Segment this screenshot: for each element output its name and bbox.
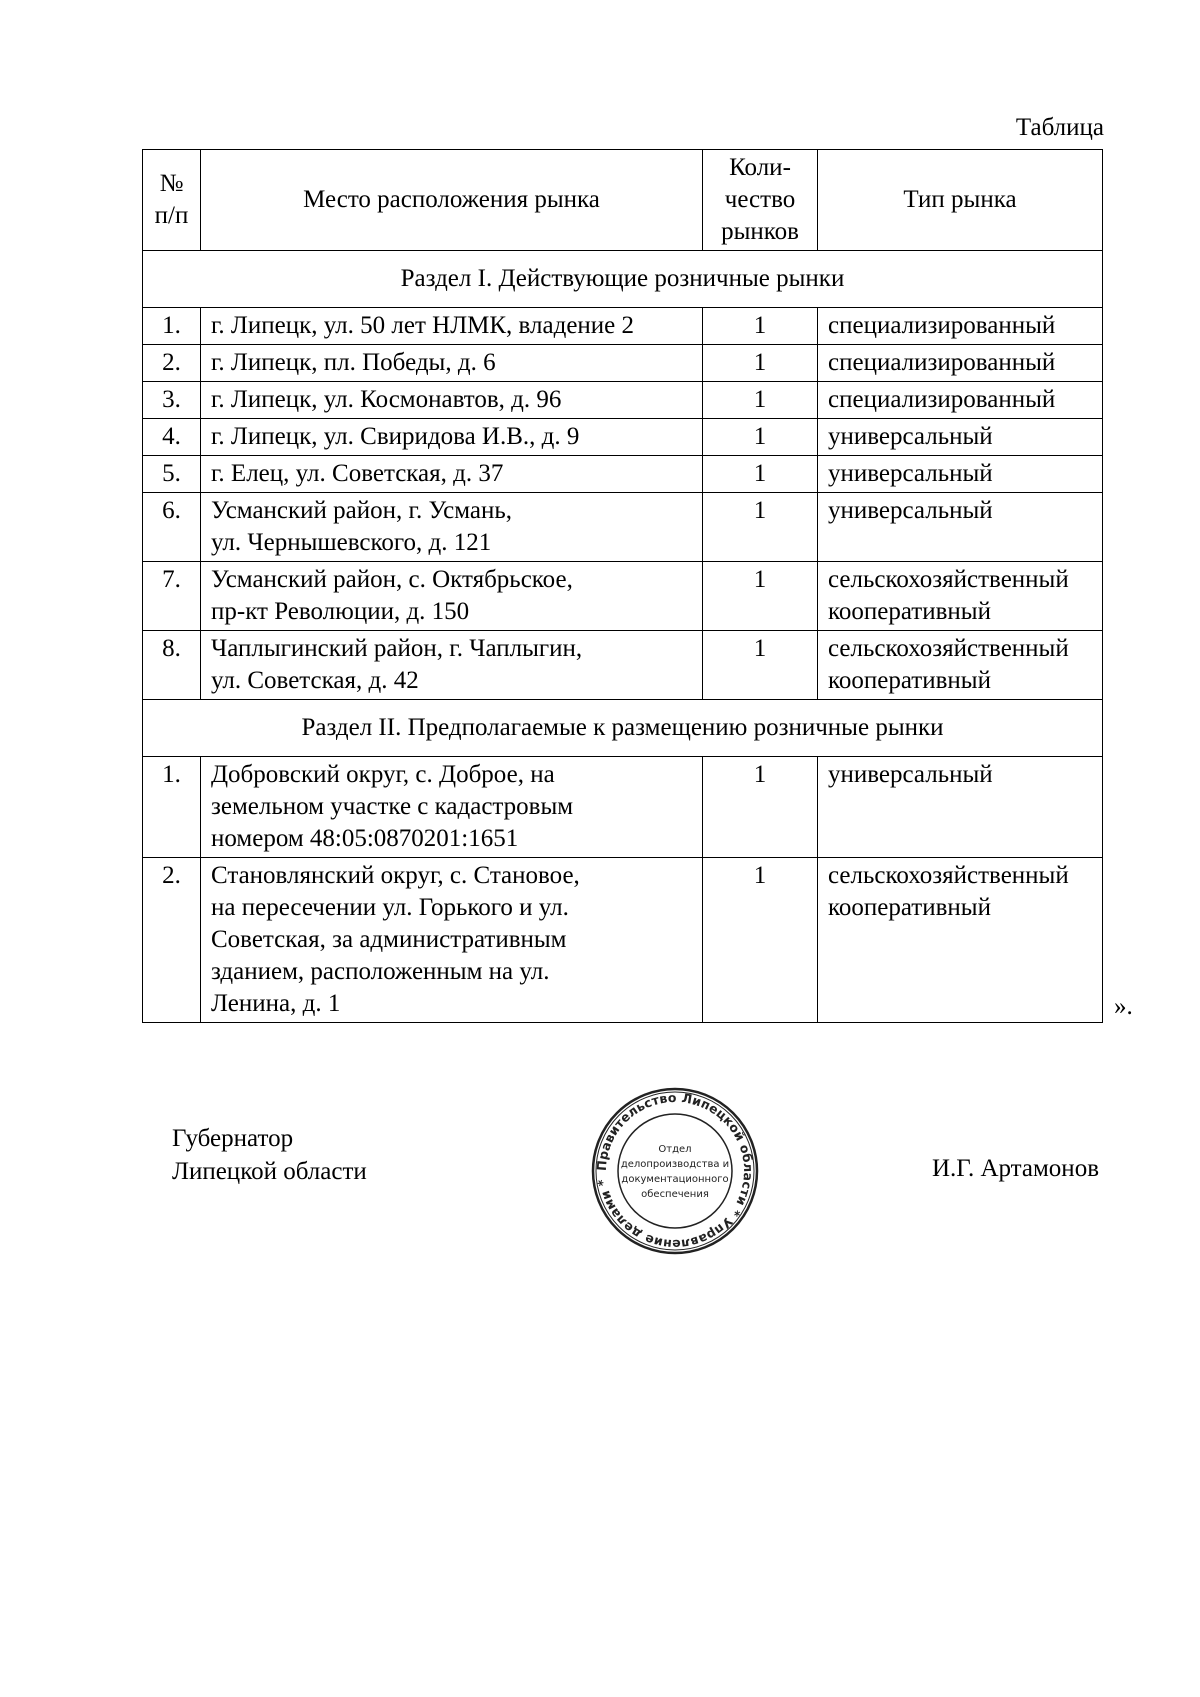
header-number: № п/п (143, 150, 201, 251)
header-place: Место расположения рынка (201, 150, 703, 251)
section-2-title: Раздел II. Предполагаемые к размещению розничные рынки (143, 700, 1103, 757)
table-row (143, 419, 1103, 456)
signatory-name: И.Г. Артамонов (932, 1155, 1099, 1182)
table-header-row (143, 150, 1103, 251)
table-row (143, 493, 1103, 562)
row-place: г. Липецк, ул. 50 лет НЛМК, владение 2 (201, 308, 703, 345)
row-place: г. Липецк, ул. Свиридова И.В., д. 9 (201, 419, 703, 456)
row-type: специализированный (818, 382, 1103, 419)
row-count: 1 (703, 858, 818, 1023)
row-number: 3. (143, 382, 201, 419)
stamp-inner-text (621, 1144, 729, 1200)
row-number: 5. (143, 456, 201, 493)
row-place: Становлянский округ, с. Становое, на пересечении ул. Горького и ул. Советская, за административным зданием, расположенным на ул. Ленина, д. 1 (201, 858, 703, 1023)
office-stamp (590, 1086, 760, 1256)
svg-text:обеспечения: обеспечения (641, 1189, 709, 1200)
row-place: Усманский район, г. Усмань, ул. Чернышевского, д. 121 (201, 493, 703, 562)
row-count: 1 (703, 345, 818, 382)
row-count: 1 (703, 562, 818, 631)
row-count: 1 (703, 456, 818, 493)
row-place: Усманский район, с. Октябрьское, пр-кт Революции, д. 150 (201, 562, 703, 631)
row-number: 2. (143, 858, 201, 1023)
row-place: г. Елец, ул. Советская, д. 37 (201, 456, 703, 493)
section-1-row (143, 251, 1103, 308)
header-count: Коли- чество рынков (703, 150, 818, 251)
table-caption: Таблица (1015, 114, 1104, 141)
table-row (143, 631, 1103, 700)
row-number: 1. (143, 757, 201, 858)
stamp-outer-text: Правительство Липецкой области * Управление делами * (593, 1089, 757, 1253)
table-row (143, 308, 1103, 345)
row-type: сельскохозяйственный кооперативный (818, 858, 1103, 1023)
row-number: 4. (143, 419, 201, 456)
row-count: 1 (703, 631, 818, 700)
table-row (143, 456, 1103, 493)
table-row (143, 345, 1103, 382)
row-number: 2. (143, 345, 201, 382)
table-row (143, 757, 1103, 858)
row-count: 1 (703, 308, 818, 345)
row-type: сельскохозяйственный кооперативный (818, 562, 1103, 631)
row-type: универсальный (818, 493, 1103, 562)
row-number: 1. (143, 308, 201, 345)
row-number: 8. (143, 631, 201, 700)
row-place: Добровский округ, с. Доброе, на земельном участке с кадастровым номером 48:05:0870201:1651 (201, 757, 703, 858)
row-type: специализированный (818, 345, 1103, 382)
row-place: г. Липецк, пл. Победы, д. 6 (201, 345, 703, 382)
row-type: универсальный (818, 419, 1103, 456)
row-type: сельскохозяйственный кооперативный (818, 631, 1103, 700)
closing-quote-mark: ». (1114, 993, 1133, 1020)
svg-text:документационного: документационного (621, 1174, 729, 1185)
row-type: универсальный (818, 757, 1103, 858)
row-type: специализированный (818, 308, 1103, 345)
header-type: Тип рынка (818, 150, 1103, 251)
row-type: универсальный (818, 456, 1103, 493)
markets-table (142, 149, 1103, 1023)
row-place: Чаплыгинский район, г. Чаплыгин, ул. Советская, д. 42 (201, 631, 703, 700)
table-row (143, 858, 1103, 1023)
svg-text:Отдел: Отдел (658, 1144, 692, 1155)
section-1-title: Раздел I. Действующие розничные рынки (143, 251, 1103, 308)
row-place: г. Липецк, ул. Космонавтов, д. 96 (201, 382, 703, 419)
row-count: 1 (703, 757, 818, 858)
row-count: 1 (703, 493, 818, 562)
signatory-title: Губернатор Липецкой области (172, 1125, 367, 1185)
row-number: 6. (143, 493, 201, 562)
row-count: 1 (703, 382, 818, 419)
table-row (143, 562, 1103, 631)
table-row (143, 382, 1103, 419)
stamp-inner-ring (618, 1114, 732, 1228)
svg-text:делопроизводства и: делопроизводства и (620, 1159, 730, 1170)
row-number: 7. (143, 562, 201, 631)
section-2-row (143, 700, 1103, 757)
row-count: 1 (703, 419, 818, 456)
